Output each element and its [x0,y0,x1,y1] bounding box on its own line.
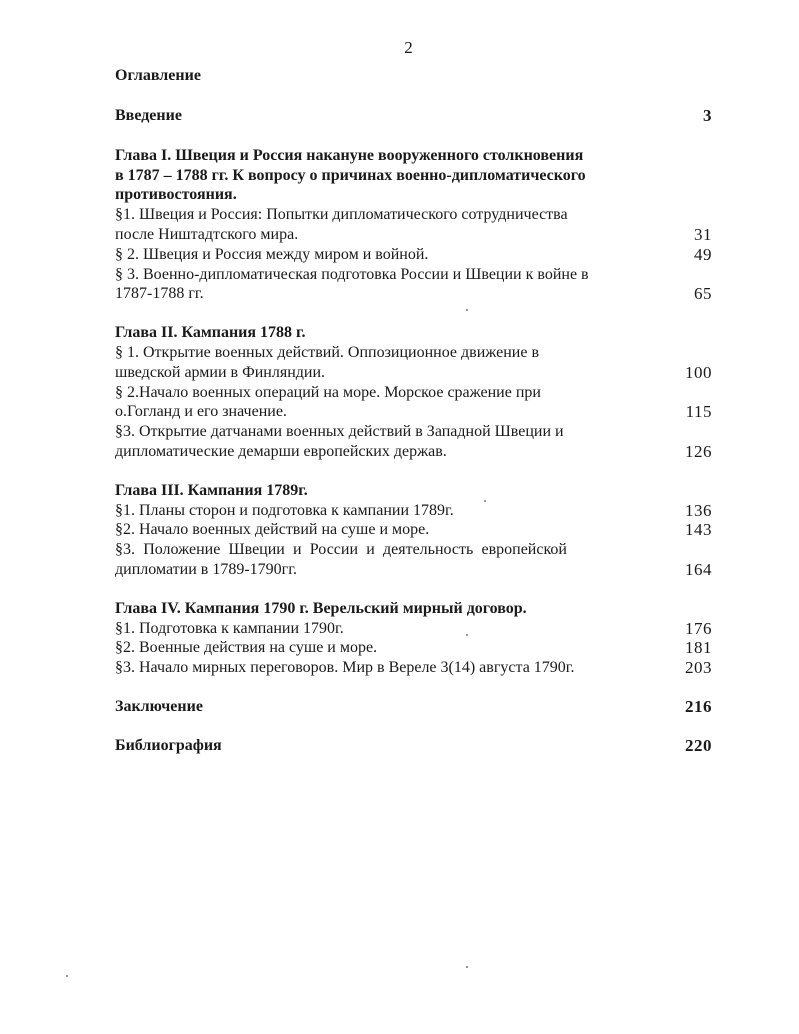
entry-label: Заключение [115,697,203,715]
toc-section [115,520,712,540]
toc-section [115,383,712,423]
section-line: шведской армии в Финляндии. [115,363,326,381]
section-text [115,343,662,383]
toc-entry-introduction [115,106,712,126]
section-text [115,540,662,580]
scan-speck [484,500,486,502]
section-line: §3. Положение Швеции и России и деятельность европейской [115,541,567,559]
chapter-title [115,146,712,205]
chapter-2 [115,323,712,462]
toc-section [115,638,712,658]
toc-section [115,343,712,383]
section-line: о.Гогланд и его значение. [115,403,287,421]
toc-section [115,540,712,580]
scan-speck [66,975,68,977]
page-number: 2 [404,38,413,57]
toc-section [115,619,712,639]
section-line: 1787-1788 гг. [115,285,204,303]
section-line: § 2.Начало военных операций на море. Морское сражение при [115,383,541,401]
section-text [115,265,662,305]
entry-page: 220 [685,735,712,755]
toc-heading: Оглавление [115,67,201,84]
toc-section [115,245,712,265]
chapter-3 [115,481,712,580]
section-page: 100 [685,362,712,382]
section-text: §3. Начало мирных переговоров. Мир в Вереле 3(14) августа 1790г. [115,659,575,677]
scan-speck [466,966,468,968]
entry-label: Введение [115,107,182,124]
section-page: 143 [685,520,712,540]
section-text [115,422,662,462]
section-text: §1. Подготовка к кампании 1790г. [115,619,344,637]
table-of-contents [115,66,712,756]
section-text: § 2. Швеция и Россия между миром и войной. [115,245,429,263]
entry-label: Библиография [115,736,222,754]
section-line: §3. Открытие датчанами военных действий в Западной Швеции и [115,423,564,441]
section-page: 65 [694,284,712,304]
section-line: § 1. Открытие военных действий. Оппозиционное движение в [115,343,540,361]
toc-section [115,501,712,521]
toc-section [115,422,712,462]
scan-speck [466,634,468,636]
toc-section [115,265,712,305]
section-page: 115 [685,402,712,422]
section-text [115,383,662,423]
section-line: дипломатии в 1789-1790гг. [115,560,297,578]
toc-section [115,205,712,245]
entry-page: 216 [685,696,712,716]
section-text: §1. Планы сторон и подготовка к кампании 1789г. [115,501,454,519]
section-line: дипломатические демарши европейских держав. [115,442,447,460]
section-page: 203 [685,658,712,678]
toc-section [115,658,712,678]
section-page: 181 [685,638,712,658]
section-line: §1. Швеция и Россия: Попытки дипломатического сотрудничества [115,206,568,224]
section-page: 49 [694,244,712,264]
chapter-title: Глава III. Кампания 1789г. [115,481,308,499]
chapter-title: Глава II. Кампания 1788 г. [115,324,306,342]
toc-entry-conclusion [115,697,712,717]
section-line: § 3. Военно-дипломатическая подготовка России и Швеции к войне в [115,265,589,283]
section-text [115,205,662,245]
toc-entry-bibliography [115,736,712,756]
section-page: 31 [694,224,712,244]
entry-page: 3 [703,106,712,125]
chapter-1 [115,146,712,304]
section-text: §2. Начало военных действий на суше и море. [115,521,430,539]
chapter-title-line: противостояния. [115,186,237,204]
section-page: 126 [685,441,712,461]
section-page: 136 [685,500,712,520]
scan-speck [466,309,468,311]
chapter-title-line: Глава I. Швеция и Россия накануне вооруженного столкновения [115,146,584,164]
section-page: 164 [685,559,712,579]
chapter-title-line: в 1787 – 1788 гг. К вопросу о причинах военно-дипломатического [115,166,586,184]
chapter-4 [115,599,712,678]
section-page: 176 [685,618,712,638]
chapter-title: Глава IV. Кампания 1790 г. Верельский мирный договор. [115,599,527,617]
section-line: после Ништадтского мира. [115,225,299,243]
section-text: §2. Военные действия на суше и море. [115,639,378,657]
